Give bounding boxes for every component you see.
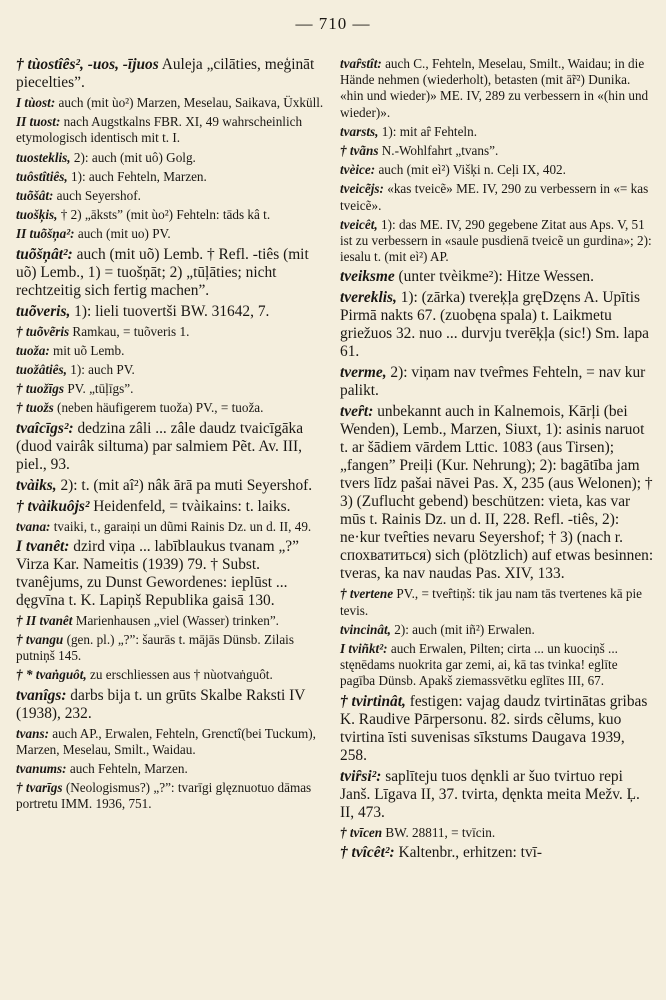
entry-text: 2): viņam nav tveȓmes Fehteln, = nav kur palikt. (340, 364, 646, 400)
entry-text: 1): mit aȓ Fehteln. (378, 123, 477, 139)
dictionary-entry (16, 56, 326, 92)
entry-text: unbekannt auch in Kalnemois, Kārļi (bei Wenden), Lemb., Marzen, Siuxt, 1): asinis naruot t. ar šādiem vārdem Lttic. 1083 (aus Tirsen); „fangenˮ Preiļi (Kur. Nehrung); 2): bagātība jam tvers līdz pašai nāvei Pas. X, 235 (aus Welonen); † 3) (Zuflucht gebend) beschützen: vieta, kas var mūs t. Rainis Dz. un d. II, 228. Refl. -tiês, 2): ne·kur tveȓties nevaru Seyershof; † 3) (nach r. спохватиться) sich (plötzlich) auf etwas besinnen: tveras, ka nav naudas Pas. XIV, 133. (340, 403, 654, 583)
entry-text: nach Augstkalns FBR. XI, 49 wahrscheinlich etymologisch identisch mit t. I. (16, 114, 303, 146)
dictionary-entry (16, 477, 326, 495)
dictionary-entry (16, 188, 326, 204)
dictionary-entry (340, 268, 654, 286)
dictionary-entry (16, 95, 326, 111)
dictionary-entry (16, 362, 326, 378)
entry-text: saplīteju tuos dęnkli ar šuo tvirtuo repi Janš. Līgava II, 37. tvirta, dęnkta meita Mežv. Ļ. II, 473. (340, 767, 640, 821)
entry-headword: † tvertene (340, 586, 394, 602)
entry-text: zu erschliessen aus † nùotvaṅguôt. (86, 667, 273, 683)
dictionary-entry (16, 726, 326, 758)
entry-headword: tvana: (16, 518, 51, 534)
entry-text: † 2) „ākstsˮ (mit ùo²) Fehteln: tāds kâ t. (57, 207, 271, 223)
entry-headword: tvanîgs: (16, 686, 67, 704)
dictionary-entry (340, 364, 654, 400)
dictionary-entry (340, 289, 654, 361)
entry-headword: † tvarīgs (16, 780, 63, 796)
entry-headword: † tvirtinât, (340, 692, 406, 710)
entry-text: (neben häufigerem tuoža) PV., = tuoža. (53, 400, 264, 416)
entry-text: dzird viņa ... labīblaukus tvanam „?ˮ Virza Kar. Nameitis (1939) 79. † Subst. tvanêjums, zu Dunst Gewordenes: ieplūst ... dęgvīna t. K. Lapiņš Republika gaisā 130. (16, 537, 299, 609)
dictionary-entry (340, 143, 654, 159)
dictionary-entry (16, 400, 326, 416)
entry-headword: tvèice: (340, 162, 376, 178)
dictionary-entry (16, 538, 326, 610)
entry-headword: tvereklis, (340, 289, 397, 307)
entry-text: tvaiki, t., garaiņi un dũmi Rainis Dz. un d. II, 49. (50, 518, 312, 534)
dictionary-entry (340, 622, 654, 638)
entry-headword: I tvanêt: (16, 537, 70, 555)
entry-headword: tvaȓstît: (340, 56, 382, 71)
entry-text: (gen. pl.) „?ˮ: šaurās t. mājās Dünsb. Zilais putniņš 145. (16, 632, 294, 664)
entry-text: auch Seyershof. (53, 188, 141, 204)
entry-text: auch (mit eì²) Višķi n. Ceļi IX, 402. (375, 162, 566, 178)
dictionary-entry (16, 246, 326, 300)
dictionary-entry (16, 780, 326, 812)
dictionary-entry (340, 181, 654, 213)
entry-headword: tuõšât: (16, 188, 54, 204)
entry-headword: tuožâtiês, (16, 362, 67, 378)
entry-headword: † tvàikuôjs² (16, 497, 90, 515)
entry-text: festigen: vajag daudz tvirtinātas gribas K. Raudive Pārpersonu. 82. sirds cẽlums, kuo tvirtina īsti suvenisas sīkstums Daugava 1939, 258. (340, 692, 648, 764)
dictionary-entry (16, 381, 326, 397)
entry-text: 1): auch Fehteln, Marzen. (67, 168, 207, 184)
right-column (340, 56, 654, 865)
entry-text: auch C., Fehteln, Meselau, Smilt., Waidau; in die Hände nehmen (wiederholt), betasten (mit ā̃r²) Dunika. «hin und wieder)» ME. IV, 289 zu verbessern in «(hin und wieder)». (340, 56, 649, 120)
dictionary-entry (340, 403, 654, 583)
entry-headword: tvans: (16, 725, 49, 741)
entry-text: (Neologismus?) „?ˮ: tvarīgi glęznuotuo dāmas portretu IMM. 1936, 751. (16, 780, 312, 812)
entry-headword: tveicẽjs: (340, 181, 384, 197)
entry-text: auch (mit ùo²) Marzen, Meselau, Saikava, Üxküll. (55, 95, 324, 110)
entry-headword: tvanums: (16, 761, 67, 777)
entry-headword: † tvãns (340, 143, 379, 159)
entry-text: auch (mit uo) PV. (74, 226, 171, 242)
dictionary-entry (340, 768, 654, 822)
dictionary-entry (16, 519, 326, 535)
entry-headword: tuošķis, (16, 207, 58, 223)
dictionary-entry (16, 303, 326, 321)
entry-text: PV. „tūļīgsˮ. (64, 381, 134, 397)
entry-headword: † tuožs (16, 400, 54, 416)
entry-text: (unter tvèikme²): Hitze Wessen. (394, 268, 594, 286)
entry-text: auch AP., Erwalen, Fehteln, Grenctî(bei Tuckum), Marzen, Meselau, Smilt., Waidau. (16, 725, 316, 757)
dictionary-entry (16, 687, 326, 723)
dictionary-entry (16, 343, 326, 359)
entry-text: 2): auch (mit uô) Golg. (70, 149, 196, 165)
dictionary-entry (16, 420, 326, 474)
entry-headword: tvàiks, (16, 476, 57, 494)
entry-text: auch Fehteln, Marzen. (66, 761, 188, 777)
dictionary-entry (16, 150, 326, 166)
entry-headword: tvincinât, (340, 621, 391, 637)
entry-headword: † tvîcêt²: (340, 843, 395, 861)
dictionary-entry (16, 498, 326, 516)
entry-text: Heidenfeld, = tvàikains: t. laiks. (89, 497, 291, 515)
dictionary-entry (16, 207, 326, 223)
entry-headword: † tùostîês², -uos, -ījuos (16, 56, 159, 73)
entry-headword: † tvangu (16, 632, 64, 648)
entry-headword: tuôstîtiês, (16, 168, 68, 184)
entry-headword: † * tvaṅguôt, (16, 667, 87, 683)
entry-headword: tuõšņât²: (16, 245, 73, 263)
dictionary-entry (16, 114, 326, 146)
entry-headword: tvarsts, (340, 123, 379, 139)
dictionary-entry (340, 693, 654, 765)
dictionary-entry (16, 632, 326, 664)
entry-headword: † tvīcen (340, 824, 383, 840)
entry-text: Auleja „cilāties, meģināt pieceltiesˮ. (16, 56, 315, 91)
dictionary-entry (340, 56, 654, 121)
dictionary-entry (16, 667, 326, 683)
dictionary-entry (340, 586, 654, 618)
dictionary-entry (340, 825, 654, 841)
entry-headword: tveicêt, (340, 216, 378, 232)
dictionary-entry (16, 169, 326, 185)
entry-text: auch Erwalen, Pilten; cirta ... un kuociņš ... stęnēdams nuokrita gar zemi, ai, kā tas tvinka! eglīte pagība Dünsb. Apakš ziemassvētku eglītes III, 67. (340, 641, 618, 689)
entry-headword: tveȓt: (340, 403, 374, 421)
entry-headword: † tuožīgs (16, 381, 65, 397)
entry-headword: II tuost: (16, 114, 61, 130)
dictionary-entry (340, 641, 654, 690)
entry-text: Ramkau, = tuõveris 1. (69, 323, 190, 339)
entry-headword: tverme, (340, 364, 387, 382)
entry-headword: II tuõšņa²: (16, 226, 75, 242)
dictionary-entry (16, 226, 326, 242)
entry-text: BW. 28811, = tvīcin. (382, 824, 496, 840)
entry-headword: † II tvanêt (16, 612, 73, 628)
entry-headword: † tuõvẽris (16, 323, 70, 339)
entry-text: darbs bija t. un grūts Skalbe Raksti IV (1938), 232. (16, 686, 306, 722)
entry-text: 1): (zārka) tvereķļa gręDzęns A. Upītis Pirmā nakts 67. (zuobęna spala) t. Laikmetu griežuos 32. nuo ... durvju tverēķļa (sic!) Sm. lapa 61. (340, 289, 650, 361)
entry-text: «kas tveicẽ» ME. IV, 290 zu verbessern in «= kas tveicẽ». (340, 181, 649, 213)
entry-text: 2): t. (mit aî²) nâk ārā pa muti Seyershof. (56, 476, 313, 494)
entry-text: mit uõ Lemb. (49, 342, 125, 358)
dictionary-entry (340, 844, 654, 862)
entry-headword: tvaîcīgs²: (16, 419, 74, 437)
dictionary-entry (16, 761, 326, 777)
entry-headword: tviȓsi²: (340, 767, 382, 785)
entry-text: auch (mit uõ) Lemb. † Refl. -tiês (mit uõ) Lemb., 1) = tuošņāt; 2) „tūļāties; nicht rechtzeitig sich fertig machenˮ. (16, 245, 309, 299)
entry-text: dedzina zâli ... zâle daudz tvaicīgāka (duod vairâk siltuma) par salmiem Pẽt. Av. III, piel., 93. (16, 419, 304, 473)
entry-headword: tuoža: (16, 342, 50, 358)
entry-headword: tuõveris, (16, 302, 71, 320)
entry-text: PV., = tveȓtiņš: tik jau nam tās tvertenes kā pie tevis. (340, 586, 643, 618)
dictionary-entry (340, 162, 654, 178)
entry-text: 1): das ME. IV, 290 gegebene Zitat aus Aps. V, 51 ist zu verbessern in «saule pusdienā tveicẽ un gurdina»; 2): iesalu t. (mit eì²) AP. (340, 216, 652, 265)
entry-text: Kaltenbr., erhitzen: tvī- (394, 843, 543, 861)
entry-text: 2): auch (mit iñ²) Erwalen. (390, 621, 535, 637)
page-number: — 710 — (295, 14, 371, 33)
entry-text: Marienhausen „viel (Wasser) trinkenˮ. (72, 612, 279, 628)
dictionary-entry (340, 124, 654, 140)
entry-headword: tuosteklis, (16, 149, 71, 165)
entry-headword: tveiksme (340, 268, 395, 286)
dictionary-entry (16, 324, 326, 340)
entry-text: 1): auch PV. (66, 362, 135, 378)
dictionary-entry (16, 613, 326, 629)
entry-text: N.-Wohlfahrt „tvansˮ. (378, 143, 499, 159)
left-column (16, 56, 326, 816)
entry-headword: I tviñkt²: (340, 641, 388, 657)
dictionary-entry (340, 217, 654, 266)
entry-text: 1): lieli tuovertši BW. 31642, 7. (70, 302, 270, 320)
entry-headword: I tùost: (16, 95, 56, 110)
